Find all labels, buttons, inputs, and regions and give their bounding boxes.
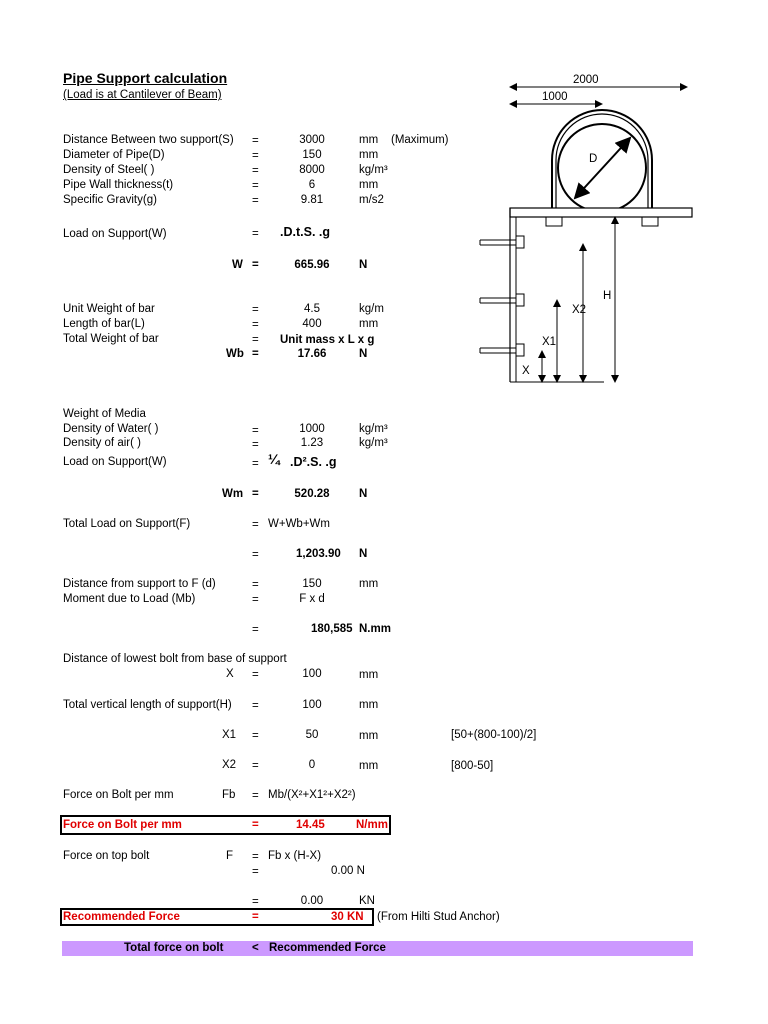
lowest-bolt-label: Distance of lowest bolt from base of support <box>63 653 287 665</box>
input-value: 150 <box>302 149 322 161</box>
media-value: 1.23 <box>300 437 324 449</box>
x-unit: mm <box>359 669 379 681</box>
dim-1000-label: 1000 <box>542 91 568 103</box>
page-subtitle: (Load is at Cantilever of Beam) <box>63 89 222 101</box>
media-unit: kg/m³ <box>359 437 388 449</box>
fb-result-value: 14.45 <box>296 819 325 831</box>
anchor-bolt <box>480 294 524 306</box>
anchor-bolt <box>480 236 524 248</box>
equals-sign: = <box>252 866 259 878</box>
equals-sign: = <box>252 458 259 470</box>
fb-result-unit: N/mm <box>356 819 388 831</box>
result-label: W <box>232 259 243 271</box>
input-label: Diameter of Pipe(D) <box>63 149 165 161</box>
x2-label: X2 <box>222 759 237 771</box>
x1-label: X1 <box>222 729 237 741</box>
media-label: Density of Water( ) <box>63 423 159 435</box>
result-label: Wb <box>226 348 244 360</box>
x2-dim-label: X2 <box>572 304 587 316</box>
equals-sign: = <box>252 669 259 681</box>
x1-unit: mm <box>359 730 379 742</box>
media-load-label: Load on Support(W) <box>63 456 167 468</box>
kn-value: 0.00 <box>300 895 324 907</box>
distance-value: 150 <box>302 578 322 590</box>
x2-note: [800-50] <box>451 760 494 772</box>
h-dim-label: H <box>603 290 612 302</box>
input-unit: mm <box>359 179 379 191</box>
input-value: 8000 <box>299 164 325 176</box>
equals-sign: = <box>252 911 259 923</box>
equals-sign: = <box>252 579 259 591</box>
recommended-value: 30 KN <box>331 911 364 923</box>
x-label: X <box>226 668 234 680</box>
equals-sign: = <box>252 439 259 451</box>
bar-value: 4.5 <box>304 303 320 315</box>
recommended-label: Recommended Force <box>63 911 180 923</box>
bar-label: Unit Weight of bar <box>63 303 155 315</box>
bar-unit: kg/m <box>359 303 384 315</box>
equals-sign: = <box>252 488 259 500</box>
equals-sign: = <box>252 319 259 331</box>
kn-unit: KN <box>359 895 375 907</box>
load-formula: .D.t.S. .g <box>280 225 330 239</box>
x2-unit: mm <box>359 760 379 772</box>
bar-label: Total Weight of bar <box>63 333 159 345</box>
equals-sign: = <box>252 760 259 772</box>
fb-formula: Mb/(X²+X1²+X2²) <box>268 789 356 801</box>
input-value: 6 <box>308 179 316 191</box>
dim-2000-label: 2000 <box>573 74 599 86</box>
equals-sign: = <box>252 730 259 742</box>
equals-sign: = <box>252 348 259 360</box>
moment-formula: F x d <box>299 593 325 605</box>
total-value: 1,203.90 <box>296 548 341 560</box>
bar-value: 400 <box>302 318 322 330</box>
summary-left: Total force on bolt <box>124 942 224 954</box>
result-value: 665.96 <box>294 259 330 271</box>
summary-right: Recommended Force <box>269 942 386 954</box>
total-label: Total Load on Support(F) <box>63 518 191 530</box>
media-label: Density of air( ) <box>63 437 141 449</box>
input-label: Density of Steel( ) <box>63 164 155 176</box>
equals-sign: = <box>252 195 259 207</box>
cantilever-beam <box>510 208 692 217</box>
input-value: 3000 <box>299 134 325 146</box>
result-unit: N <box>359 488 368 500</box>
f-value: 0.00 N <box>331 865 365 877</box>
load-label: Load on Support(W) <box>63 228 167 240</box>
h-value: 100 <box>302 699 322 711</box>
support-diagram <box>470 70 710 390</box>
h-label: Total vertical length of support(H) <box>63 699 232 711</box>
x1-note: [50+(800-100)/2] <box>451 729 537 741</box>
result-unit: N <box>359 259 368 271</box>
summary-op: < <box>252 942 259 954</box>
bar-formula: Unit mass x L x g <box>280 334 375 346</box>
x1-value: 50 <box>305 729 319 741</box>
moment-unit: N.mm <box>359 623 391 635</box>
equals-sign: = <box>252 594 259 606</box>
equals-sign: = <box>252 259 259 271</box>
moment-label: Moment due to Load (Mb) <box>63 593 196 605</box>
equals-sign: = <box>252 304 259 316</box>
result-value: 520.28 <box>294 488 330 500</box>
equals-sign: = <box>252 519 259 531</box>
moment-value: 180,585 <box>311 623 353 635</box>
distance-label: Distance from support to F (d) <box>63 578 216 590</box>
input-unit: kg/m³ <box>359 164 388 176</box>
input-note: (Maximum) <box>391 134 449 146</box>
x-value: 100 <box>302 668 322 680</box>
result-label: Wm <box>222 488 244 500</box>
fb-label: Force on Bolt per mm <box>63 789 174 801</box>
distance-unit: mm <box>359 578 379 590</box>
equals-sign: = <box>252 180 259 192</box>
bar-label: Length of bar(L) <box>63 318 145 330</box>
input-label: Pipe Wall thickness(t) <box>63 179 174 191</box>
equals-sign: = <box>252 819 259 831</box>
h-unit: mm <box>359 699 379 711</box>
result-unit: N <box>359 348 368 360</box>
total-unit: N <box>359 548 368 560</box>
equals-sign: = <box>252 700 259 712</box>
input-label: Specific Gravity(g) <box>63 194 157 206</box>
recommended-note: (From Hilti Stud Anchor) <box>377 911 500 923</box>
bar-unit: mm <box>359 318 379 330</box>
result-value: 17.66 <box>297 348 327 360</box>
x1-dim-label: X1 <box>542 336 557 348</box>
media-unit: kg/m³ <box>359 423 388 435</box>
equals-sign: = <box>252 624 259 636</box>
input-unit: m/s2 <box>359 194 384 206</box>
d-label: D <box>589 153 598 165</box>
equals-sign: = <box>252 549 259 561</box>
f-symbol: F <box>226 850 234 862</box>
equals-sign: = <box>252 135 259 147</box>
f-formula: Fb x (H-X) <box>268 850 322 862</box>
equals-sign: = <box>252 150 259 162</box>
x-dim-label: X <box>522 365 530 377</box>
equals-sign: = <box>252 851 259 863</box>
equals-sign: = <box>252 228 259 240</box>
input-value: 9.81 <box>300 194 324 206</box>
equals-sign: = <box>252 790 259 802</box>
media-heading: Weight of Media <box>63 408 146 420</box>
equals-sign: = <box>252 425 259 437</box>
equals-sign: = <box>252 165 259 177</box>
total-formula: W+Wb+Wm <box>268 518 330 530</box>
input-unit: mm <box>359 134 379 146</box>
top-bolt-label: Force on top bolt <box>63 850 150 862</box>
input-unit: mm <box>359 149 379 161</box>
diameter-arrow <box>575 138 630 198</box>
media-formula: .D².S. .g <box>290 455 337 469</box>
fb-result-label: Force on Bolt per mm <box>63 819 182 831</box>
equals-sign: = <box>252 334 259 346</box>
anchor-bolt <box>480 344 524 356</box>
equals-sign: = <box>252 896 259 908</box>
page-title: Pipe Support calculation <box>63 70 228 86</box>
input-label: Distance Between two support(S) <box>63 134 234 146</box>
x2-value: 0 <box>308 759 316 771</box>
quarter-symbol: ¼ <box>268 451 280 467</box>
fb-symbol: Fb <box>222 789 236 801</box>
media-value: 1000 <box>299 423 325 435</box>
